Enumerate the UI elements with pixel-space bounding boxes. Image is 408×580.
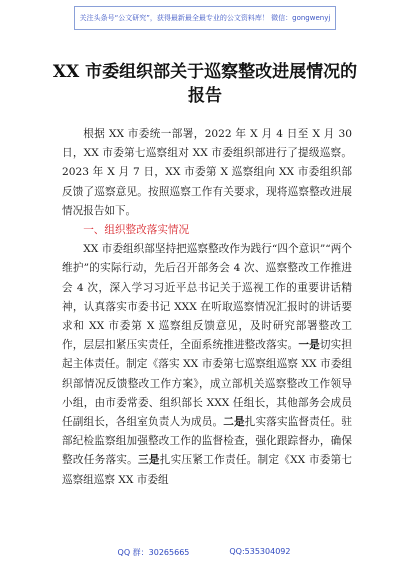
lead-point-2: 二是 <box>223 416 245 429</box>
section-heading <box>62 221 352 240</box>
intro-paragraph: 根据 XX 市委统一部署，2022 年 X 月 4 日至 X 月 30 日，XX 市委第七巡察组对 XX 市委组织部进行了提级巡察。2023 年 X 月 7 日，XX 市委第 X 巡察组向 XX 市委组织部反馈了巡察意见。按照巡察工作有关要求，现将巡察整改进展情况报告如下。 <box>62 128 352 217</box>
body-paragraph <box>62 240 352 490</box>
document-body <box>62 125 352 490</box>
footer-qq-group: QQ 群：30265665 <box>117 548 190 557</box>
paragraph-text: XX 市委组织部坚持把巡察整改作为践行“四个意识”“两个维护”的实际行动，先后召开部务会 4 次、巡察整改工作推进会 4 次，深入学习习近平总书记关于巡视工作的重要讲话精神，认真落实市委书记 XXX 在听取巡察情况汇报时的讲话要求和 XX 市委第 X 巡察组反馈意见，及时研究部署整改工作，层层扣紧压实责任，全面系统推进整改落实。 <box>62 243 352 352</box>
section-heading-text: 一、组织整改落实情况 <box>83 224 190 237</box>
lead-point-1: 一是 <box>298 339 320 352</box>
document-title: XX 市委组织部关于巡察整改进展情况的报告 <box>52 62 358 106</box>
lead-point-3: 三是 <box>138 454 160 467</box>
page-footer <box>0 547 408 558</box>
promo-banner-text: 关注头条号“公文研究”，获得最新最全最专业的公文资料库！ 微信：gongwenyj <box>79 14 331 22</box>
lead-point-2-text: 扎实落实监督责任。驻部纪检监察组加强整改工作的监督检查，强化跟踪督办，确保整改任务落实。 <box>62 416 353 467</box>
footer-qq: QQ:535304092 <box>229 547 291 556</box>
lead-point-3-text: 扎实压紧工作责任。制定《XX 市委第七巡察组巡察 XX 市委组 <box>62 454 353 486</box>
promo-banner <box>74 6 336 30</box>
lead-point-1-text: 切实担起主体责任。制定《落实 XX 市委第七巡察组巡察 XX 市委组织部情况反馈整改工作方案》，成立部机关巡察整改工作领导小组，由市委常委、组织部长 XXX 任组长，其他部务会成员任副组长，各组室负责人为成员。 <box>62 339 353 429</box>
